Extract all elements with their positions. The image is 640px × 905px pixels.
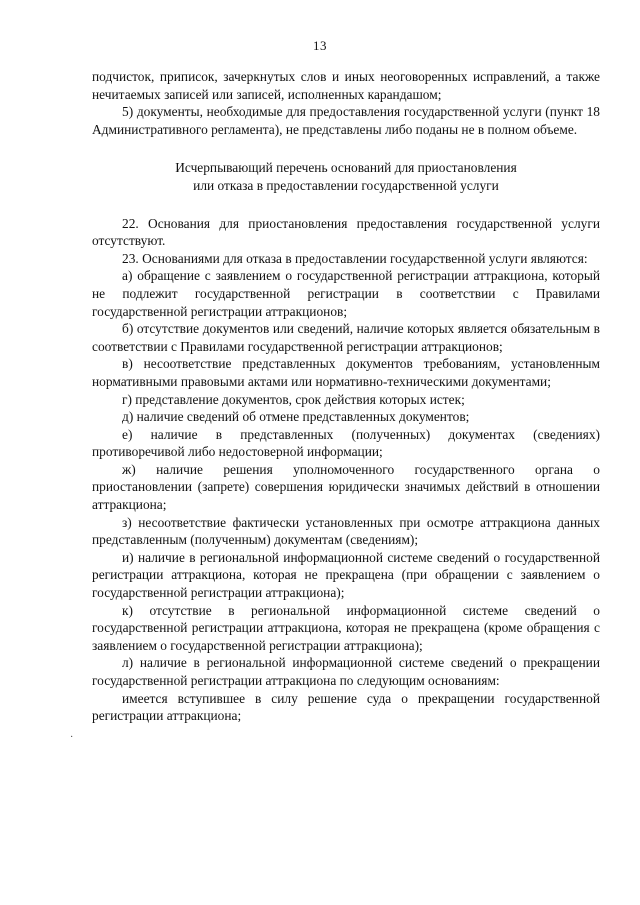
section-heading-line-1: Исчерпывающий перечень оснований для приостановления: [175, 160, 517, 176]
paragraph-22: 22. Основания для приостановления предоставления государственной услуги отсутствуют.: [92, 215, 600, 249]
section-heading: [92, 159, 600, 194]
paragraph-23-z: з) несоответствие фактически установленных при осмотре аттракциона данных представленным (полученным) документам (сведениям);: [92, 514, 600, 548]
spacer: [92, 138, 600, 159]
paragraph-23-v: в) несоответствие представленных документов требованиям, установленным нормативными правовыми актами или нормативно-техническими документами;: [92, 356, 600, 389]
paragraph-23-b: б) отсутствие документов или сведений, наличие которых является обязательным в соответствии с Правилами государственной регистрации аттракционов;: [92, 321, 600, 354]
paragraph-23-e: е) наличие в представленных (полученных) документах (сведениях) противоречивой либо недостоверной информации;: [92, 426, 600, 460]
paragraph-23-a: а) обращение с заявлением о государственной регистрации аттракциона, который не подлежит государственной регистрации в соответствии с Правилами государственной регистрации аттракционов;: [92, 268, 600, 319]
paragraph-23-zh: ж) наличие решения уполномоченного государственного органа о приостановлении (запрете) совершения юридически значимых действий в отношении аттракциона;: [92, 461, 600, 513]
paragraph-23-g: г) представление документов, срок действия которых истек;: [122, 391, 465, 407]
page-number: 13: [313, 38, 327, 53]
paragraph-23: 23. Основаниями для отказа в предоставлении государственной услуги являются:: [122, 250, 588, 266]
paragraph-23-i: и) наличие в региональной информационной системе сведений о государственной регистрации аттракциона, которая не прекращена (при обращении с заявлением о государственной регистрации аттракциона);: [92, 549, 600, 601]
margin-mark: ·: [70, 732, 74, 743]
paragraph-23-l: л) наличие в региональной информационной системе сведений о прекращении государственной регистрации аттракциона по следующим основаниям:: [92, 655, 600, 688]
paragraph-23-d: д) наличие сведений об отмене представленных документов;: [122, 409, 470, 425]
paragraph-continuation: подчисток, приписок, зачеркнутых слов и иных неоговоренных исправлений, а также нечитаемых записей или записей, исполненных карандашом;: [92, 69, 600, 102]
paragraph-23-l-ground-1: имеется вступившее в силу решение суда о прекращении государственной регистрации аттракциона;: [92, 690, 600, 724]
section-heading-line-2: или отказа в предоставлении государственной услуги: [193, 177, 499, 193]
paragraph-23-k: к) отсутствие в региональной информационной системе сведений о государственной регистрации аттракциона, которая не прекращена (кроме обращения с заявлением о государственной регистрации аттракциона);: [92, 602, 600, 653]
paragraph-item-5: 5) документы, необходимые для предоставления государственной услуги (пункт 18 Административного регламента), не представлены либо поданы не в полном объеме.: [92, 104, 600, 137]
spacer: [92, 195, 600, 215]
document-body: [92, 68, 600, 725]
